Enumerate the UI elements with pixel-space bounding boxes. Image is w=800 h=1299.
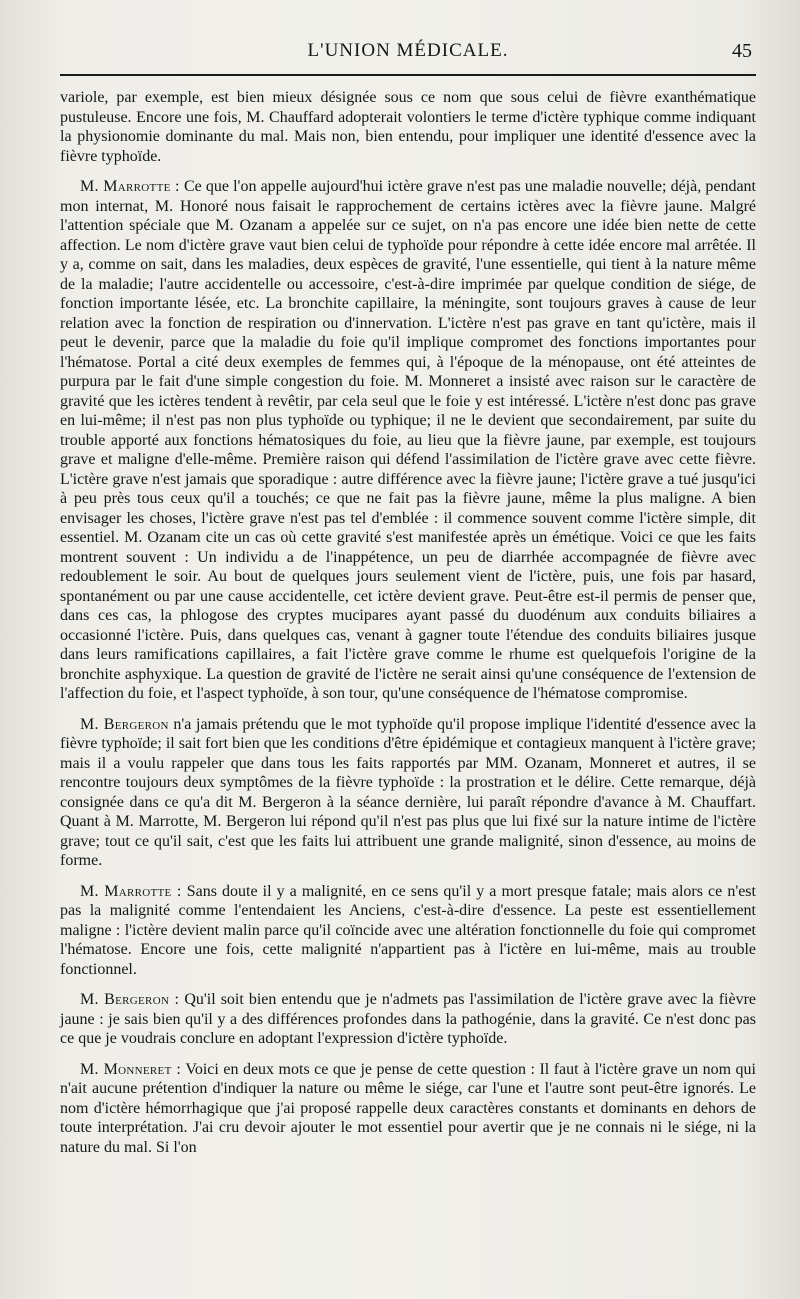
page-number: 45 bbox=[732, 40, 752, 62]
paragraph-2 bbox=[60, 177, 756, 704]
paragraph-5 bbox=[60, 990, 756, 1049]
paragraph-text: n'a jamais prétendu que le mot typhoïde qu'il propose implique l'identité d'essence avec la fièvre typhoïde; il sait fort bien que les conditions d'être épidémique et contagieux manquent à l'ictère grave; mais il a voulu rappeler que dans tous les faits rapportés par MM. Ozanam, Monneret et autres, il se rencontre toujours deux symptômes de la fièvre typhoïde : la prostration et le délire. Cette remarque, déjà consignée dans ce qu'a dit M. Bergeron à la séance dernière, lui paraît répondre d'avance à M. Chauffart. Quant à M. Marrotte, M. Bergeron lui répond qu'il n'est pas plus que lui fixé sur la nature intime de l'ictère grave; tout ce qu'il sait, c'est que les faits lui attribuent une grande malignité, sinon d'essence, au moins de forme. bbox=[60, 715, 756, 869]
paragraph-3 bbox=[60, 715, 756, 871]
article-body bbox=[60, 88, 756, 1168]
paragraph-1 bbox=[60, 88, 756, 166]
paragraph-text: Voici en deux mots ce que je pense de cette question : Il faut à l'ictère grave un nom qui n'ait aucune prétention d'indiquer la nature ou même le siége, car l'une et l'autre sont peut-être ignorés. Le nom d'ictère hémorrhagique que j'ai proposé rappelle deux caractères constants et dominants en dehors de toute interprétation. J'ai cru devoir ajouter le mot essentiel pour avertir que je ne connais ni le siége, ni la nature du mal. Si l'on bbox=[60, 1060, 757, 1156]
speaker-name: M. Bergeron : bbox=[80, 991, 180, 1008]
paragraph-text: Sans doute il y a malignité, en ce sens qu'il y a mort presque fatale; mais alors ce n'est pas la malignité comme l'entendaient les Anciens, c'est-à-dire d'essence. La peste est essentiellement maligne : l'ictère devient malin parce qu'il coïncide avec une altération fonctionnelle du foie qui compromet l'hématose. Encore une fois, cette malignité n'appartient pas à l'ictère en lui-même, mais au trouble fonctionnel. bbox=[60, 882, 756, 978]
speaker-name: M. Monneret : bbox=[80, 1060, 182, 1078]
paragraph-text: variole, par exemple, est bien mieux désignée sous ce nom que sous celui de fièvre exanthématique pustuleuse. Encore une fois, M. Chauffard adopterait volontiers le terme d'ictère typhique comme indiquant la physionomie dominante du mal. Mais non, bien entendu, pour impliquer une identité d'essence avec la fièvre typhoïde. bbox=[60, 89, 756, 165]
running-title: L'UNION MÉDICALE. bbox=[307, 40, 509, 61]
header-rule bbox=[60, 74, 756, 76]
paragraph-text: Qu'il soit bien entendu que je n'admets pas l'assimilation de l'ictère grave avec la fièvre jaune : je sais bien qu'il y a des différences profondes dans la pathogénie, dans la gravité. Ce n'est donc pas ce que je voudrais conclure en adoptant l'expression d'ictère typhoïde. bbox=[60, 991, 757, 1047]
speaker-name: M. Marrotte : bbox=[80, 882, 182, 900]
speaker-name: M. Marrotte : bbox=[80, 178, 180, 195]
speaker-name: M. Bergeron bbox=[80, 715, 169, 733]
paragraph-text: Ce que l'on appelle aujourd'hui ictère grave n'est pas une maladie nouvelle; déjà, pendant mon internat, M. Honoré nous faisait le rapprochement de certains ictères avec la fièvre jaune. Malgré l'attention spéciale que M. Ozanam a appelée sur ce sujet, on n'a pas encore une idée bien nette de cette affection. Le nom d'ictère grave vaut bien celui de typhoïde pour répondre à cette idée encore mal arrêtée. Il y a, comme on sait, dans les maladies, deux espèces de gravité, l'une essentielle, qui tient à la nature même de la maladie; l'autre accidentelle ou accessoire, c'est-à-dire imprimée par quelque condition de siége, de fonction importante lésée, etc. La bronchite capillaire, la méningite, sont toujours graves à cause de leur relation avec la fonction de respiration ou d'innervation. L'ictère n'est pas grave en tant qu'ictère, mais il peut le devenir, parce que la maladie du foie qu'il implique compromet des fonctions importantes pour l'hématose. Portal a cité deux exemples de femmes qui, à l'époque de la ménopause, ont été atteintes de purpura par le fait d'une simple congestion du foie. M. Monneret a insisté avec raison sur le caractère de gravité que les ictères tendent à revêtir, par cela seul que le foie y est intéressé. L'ictère n'est donc pas grave en lui-même; il n'est pas non plus typhoïde ou typhique; il ne le devient que secondairement, par suite du trouble apporté aux fonctions hématosiques du foie, au lieu que la fièvre jaune, par exemple, est toujours grave et maligne d'elle-même. Première raison qui défend l'assimilation de l'ictère grave avec cette fièvre. L'ictère grave n'est jamais que sporadique : autre différence avec la fièvre jaune; l'ictère grave a tué jusqu'ici à peu près tous ceux qu'il a touchés; ce que ne fait pas la fièvre jaune, même la plus maligne. A bien envisager les choses, l'ictère grave n'est pas tel d'emblée : il commence souvent comme l'ictère simple, dit essentiel. M. Ozanam cite un cas où cette gravité s'est manifestée après un émétique. Voici ce que les faits montrent souvent : Un individu a de l'inappétence, un peu de diarrhée accompagnée de fièvre avec redoublement le soir. Au bout de quelques jours seulement vient de l'ictère, puis, une fois par hasard, spontanément ou par une cause accidentelle, cet ictère devient grave. Peut-être est-il permis de penser que, dans ces cas, la phlogose des cryptes mucipares ayant passé du duodénum aux conduits biliaires a occasionné l'ictère. Puis, dans quelques cas, venant à gagner toute l'étendue des conduits biliaires jusque dans leurs ramifications capillaires, a fait l'ictère grave comme le rhume est quelquefois l'origine de la bronchite asphyxique. La question de gravité de l'ictère ne serait ainsi qu'une conséquence de l'extension de l'affection du foie, et l'aspect typhoïde, à son tour, qu'une conséquence de l'hématose compromise. bbox=[60, 178, 756, 702]
paragraph-6 bbox=[60, 1060, 756, 1158]
page-header bbox=[60, 40, 756, 70]
paragraph-4 bbox=[60, 882, 756, 980]
